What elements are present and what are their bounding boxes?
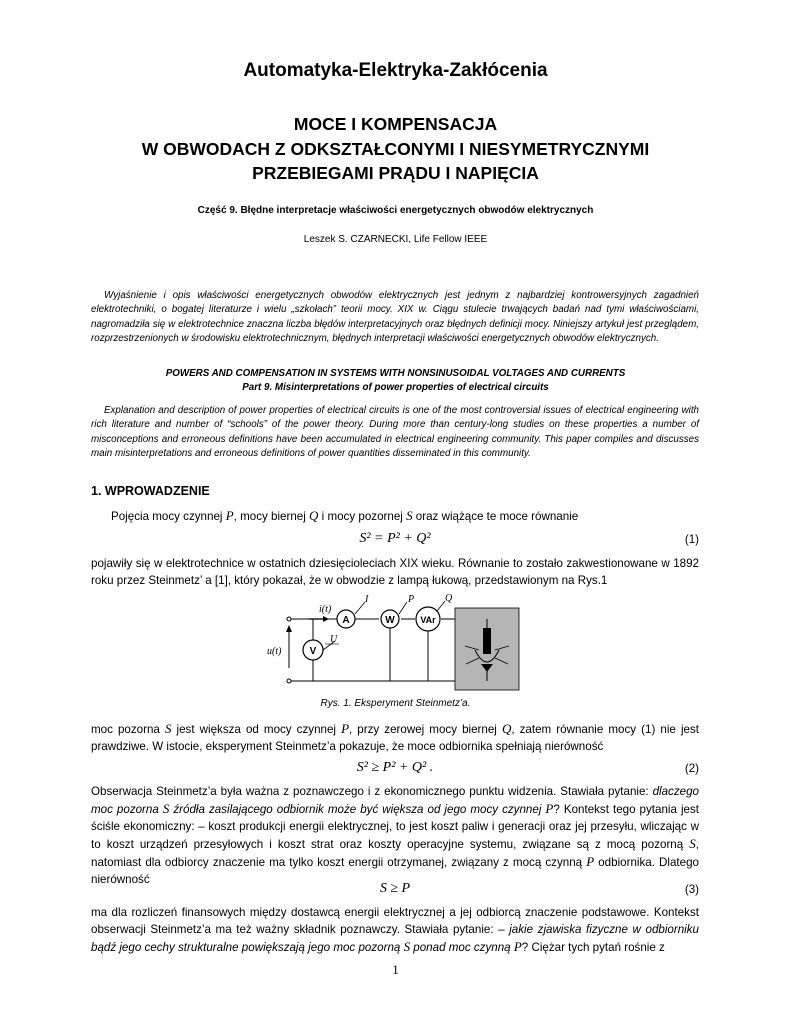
intro-paragraph: Pojęcia mocy czynnej P, mocy biernej Q i mocy pozornej S oraz wiążące te moce równanie <box>111 508 579 523</box>
u-label: u(t) <box>267 646 282 657</box>
terminal-top <box>287 617 291 621</box>
meter-W-label: W <box>385 615 395 626</box>
current-arrow <box>323 616 329 622</box>
i-label: i(t) <box>319 604 332 615</box>
I-label: I <box>365 594 369 605</box>
title-line-2: W OBWODACH Z ODKSZTAŁCONYMI I NIESYMETRYCZNYMI <box>141 139 650 159</box>
equation-1-expression: S² = P² + Q² <box>359 531 431 546</box>
paragraph-4: Obserwacja Steinmetz’a była ważna z poznawczego i z ekonomicznego punktu widzenia. Stawiała pytanie: dlaczego moc pozorna S źródła zasilającego odbiornik może być większa od jego mocy czynnej P? Kontekst tego pytania jest ściśle ekonomiczny: – koszt produkcji energii elektrycznej, to jest koszt paliw i generacji oraz jej przesyłu, wliczając w to koszt urządzeń przesyłowych i koszt strat oraz koszty operacyjne systemu, związane są z mocą pozorną S, natomiast dla odbiorcy znaczenie ma tylko koszt energii otrzymanej, związany z mocą czynną P odbiornika. Dlatego nierówność <box>91 785 699 886</box>
P-label: P <box>408 594 415 605</box>
equation-2-number: (2) <box>684 762 699 775</box>
page-number: 1 <box>392 962 399 977</box>
equation-3-number: (3) <box>684 883 699 896</box>
paragraph-2 <box>91 555 699 589</box>
paragraph-3: moc pozorna S jest większa od mocy czynnej P, przy zerowej mocy biernej Q, zatem równanie mocy (1) nie jest prawdziwe. W istocie, eksperyment Steinmetz’a pokazuje, że moce odbiornika spełniają nierówność <box>91 721 699 753</box>
meter-VAr-label: VAr <box>420 615 436 625</box>
meter-V-label: V <box>309 646 317 657</box>
terminal-bottom <box>287 679 291 683</box>
author: Leszek S. CZARNECKI, Life Fellow IEEE <box>303 234 488 245</box>
equation-2 <box>91 760 699 780</box>
Q-label: Q <box>445 593 453 604</box>
equation-2-expression: S² ≥ P² + Q² . <box>356 760 434 775</box>
title-line-3: PRZEBIEGAMI PRĄDU I NAPIĘCIA <box>252 163 539 183</box>
figure-caption: Rys. 1. Eksperyment Steinmetz’a. <box>320 698 471 709</box>
abstract-english-text: Explanation and description of power properties of electrical circuits is one of the most controversial issues of electrical engineering with rich literature and number of “schools” of the power theory. During more than century-long studies on these properties a number of misconceptions and erroneous definitions have been accumulated in electrical engineering community. This paper compiles and discusses main misinterpretations and erroneous definitions of power quantities disseminated in this community. <box>91 405 699 459</box>
equation-1-number: (1) <box>684 533 699 546</box>
voltage-arrow <box>286 625 292 632</box>
equation-3 <box>91 881 699 901</box>
part-subtitle: Część 9. Błędne interpretacje właściwości energetycznych obwodów elektrycznych <box>197 205 594 216</box>
title-line-1: MOCE I KOMPENSACJA <box>293 114 498 134</box>
abstract-english <box>91 404 699 461</box>
equation-1 <box>91 531 699 551</box>
journal-name: Automatyka-Elektryka-Zakłócenia <box>243 60 548 81</box>
equation-3-expression: S ≥ P <box>379 881 411 896</box>
abstract-polish <box>91 289 699 346</box>
english-title: POWERS AND COMPENSATION IN SYSTEMS WITH NONSINUSOIDAL VOLTAGES AND CURRENTS <box>165 368 626 379</box>
arc-lamp-electrode-top <box>483 628 491 654</box>
steinmetz-circuit-figure <box>265 592 527 694</box>
abstract-polish-text: Wyjaśnienie i opis właściwości energetycznych obwodów elektrycznych jest jednym z najbardziej kontrowersyjnych zagadnień elektrotechniki, o bogatej literaturze i wielu „szkołach” teorii mocy. XIX w. Ciągu stulecie trwających badań nad tymi właściwościami, nagromadziła się w elektrotechnice znaczna liczba błędów interpretacyjnych oraz błędnych definicji mocy. Niniejszy artykuł jest przeglądem, rozprzestrzenionych w środowisku elektrotechnicznym, błędnych interpretacji właściwości energetycznych obwodów elektrycznych. <box>91 290 699 344</box>
section-heading: 1. WPROWADZENIE <box>91 484 210 498</box>
paragraph-5: ma dla rozliczeń finansowych między dostawcą energii elektrycznej a jej odbiorcą znaczenie podstawowe. Kontekst obserwacji Steinmetz’a ma też ważny składnik poznawczy. Stawiała pytanie: – jakie zjawiska fizyczne w odbiorniku bądź jego cechy strukturalne powiększają jego moc pozorną S ponad moc czynną P? Ciężar tych pytań rośnie z <box>91 906 699 954</box>
meter-A-label: A <box>342 615 350 626</box>
U-label: U <box>330 634 338 645</box>
paragraph-2-text: pojawiły się w elektrotechnice w ostatnich dziesięcioleciach XIX wieku. Równanie to zostało zakwestionowane w 1892 roku przez Steinmetz’ a [1], który pokazał, że w obwodzie z lampą łukową, przedstawionym na Rys.1 <box>91 557 699 587</box>
english-part-title: Part 9. Misinterpretations of power properties of electrical circuits <box>242 382 549 393</box>
